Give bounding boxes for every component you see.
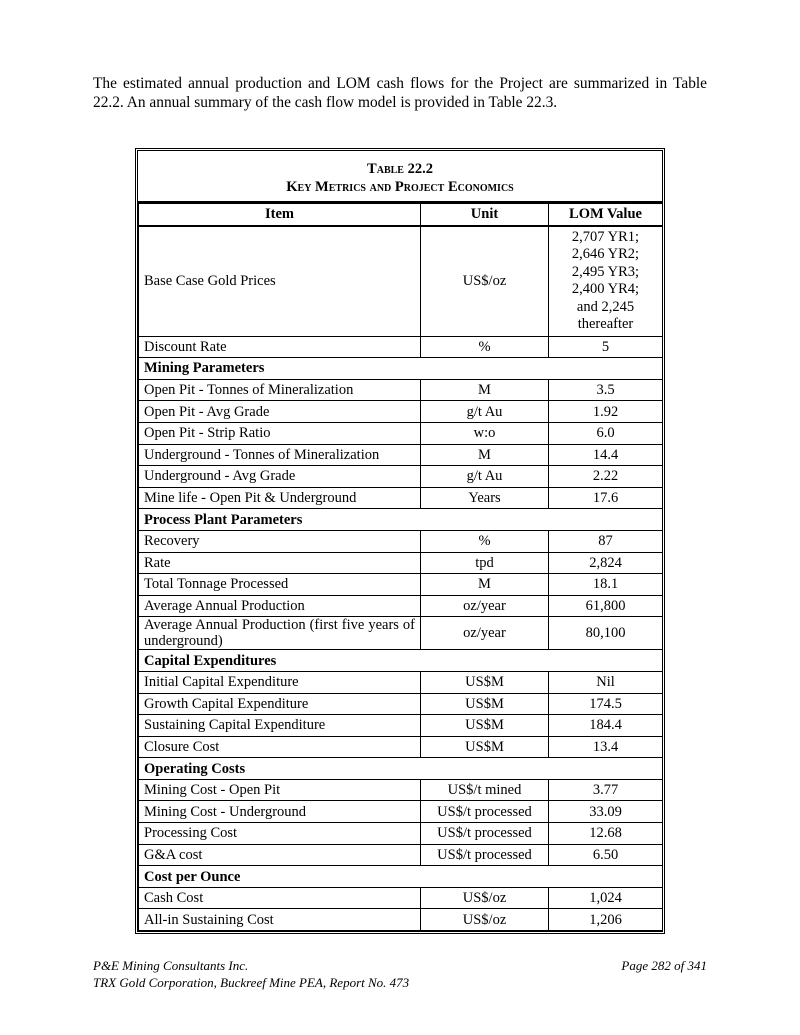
cell-lom-value: 3.77 — [549, 779, 663, 801]
table-row — [139, 336, 663, 358]
cell-unit: M — [421, 574, 549, 596]
cell-item: Closure Cost — [139, 736, 421, 758]
table-row — [139, 422, 663, 444]
table-row — [139, 530, 663, 552]
section-row — [139, 358, 663, 380]
cell-item: Underground - Avg Grade — [139, 466, 421, 488]
header-lom-value: LOM Value — [549, 204, 663, 226]
cell-lom-value: 174.5 — [549, 693, 663, 715]
metrics-table — [138, 203, 663, 931]
cell-unit: oz/year — [421, 595, 549, 617]
footer-report: TRX Gold Corporation, Buckreef Mine PEA, Report No. 473 — [93, 974, 410, 990]
cell-unit: oz/year — [421, 617, 549, 650]
cell-lom-value: 17.6 — [549, 487, 663, 509]
footer-left — [93, 958, 409, 991]
cell-lom-value: 2,824 — [549, 552, 663, 574]
cell-lom-value: 33.09 — [549, 801, 663, 823]
table-row — [139, 617, 663, 650]
section-label: Cost per Ounce — [139, 866, 663, 888]
cell-unit: g/t Au — [421, 466, 549, 488]
footer-company: P&E Mining Consultants Inc. — [93, 958, 249, 973]
cell-lom-value: 18.1 — [549, 574, 663, 596]
cell-lom-value: 184.4 — [549, 715, 663, 737]
cell-unit: US$/t processed — [421, 844, 549, 866]
cell-unit: M — [421, 379, 549, 401]
table-row — [139, 226, 663, 337]
cell-item: Open Pit - Avg Grade — [139, 401, 421, 423]
table-row — [139, 823, 663, 845]
cell-item: Processing Cost — [139, 823, 421, 845]
cell-lom-value: 87 — [549, 530, 663, 552]
table-header-row — [139, 204, 663, 226]
table-row — [139, 595, 663, 617]
cell-lom-value: 2.22 — [549, 466, 663, 488]
section-row — [139, 758, 663, 780]
table-row — [139, 671, 663, 693]
cell-lom-value: 12.68 — [549, 823, 663, 845]
table-row — [139, 715, 663, 737]
table-row — [139, 779, 663, 801]
cell-item: Growth Capital Expenditure — [139, 693, 421, 715]
cell-lom-value: 5 — [549, 336, 663, 358]
intro-paragraph: The estimated annual production and LOM cash flows for the Project are summarized in Table 22.2. An annual summary of the cash flow model is provided in Table 22.3. — [93, 75, 707, 111]
table-row — [139, 801, 663, 823]
cell-lom-value: Nil — [549, 671, 663, 693]
cell-unit: M — [421, 444, 549, 466]
cell-item: Rate — [139, 552, 421, 574]
cell-item: Cash Cost — [139, 887, 421, 909]
cell-unit: US$/oz — [421, 909, 549, 931]
cell-unit: US$/t processed — [421, 801, 549, 823]
cell-item: Average Annual Production (first five years of underground) — [139, 617, 421, 650]
cell-unit: US$M — [421, 715, 549, 737]
header-unit: Unit — [421, 204, 549, 226]
section-row — [139, 866, 663, 888]
cell-lom-value: 6.0 — [549, 422, 663, 444]
table-row — [139, 379, 663, 401]
cell-lom-value: 3.5 — [549, 379, 663, 401]
cell-item: Total Tonnage Processed — [139, 574, 421, 596]
cell-lom-value: 80,100 — [549, 617, 663, 650]
cell-unit: w:o — [421, 422, 549, 444]
cell-unit: US$M — [421, 693, 549, 715]
table-title — [138, 151, 662, 203]
cell-unit: US$/oz — [421, 887, 549, 909]
cell-unit: g/t Au — [421, 401, 549, 423]
cell-lom-value: 13.4 — [549, 736, 663, 758]
cell-item: Open Pit - Strip Ratio — [139, 422, 421, 444]
cell-item: Mining Cost - Open Pit — [139, 779, 421, 801]
cell-unit: Years — [421, 487, 549, 509]
cell-item: Discount Rate — [139, 336, 421, 358]
cell-item: Mining Cost - Underground — [139, 801, 421, 823]
table-row — [139, 693, 663, 715]
cell-item: Mine life - Open Pit & Underground — [139, 487, 421, 509]
table-row — [139, 574, 663, 596]
cell-lom-value: 1,024 — [549, 887, 663, 909]
section-row — [139, 650, 663, 672]
table-row — [139, 909, 663, 931]
cell-item: G&A cost — [139, 844, 421, 866]
cell-item: Base Case Gold Prices — [139, 226, 421, 337]
table-row — [139, 444, 663, 466]
cell-lom-value: 61,800 — [549, 595, 663, 617]
key-metrics-table — [135, 148, 665, 934]
table-row — [139, 736, 663, 758]
cell-lom-value: 2,707 YR1; 2,646 YR2; 2,495 YR3; 2,400 YR4; and 2,245 thereafter — [549, 226, 663, 337]
table-body — [139, 226, 663, 931]
table-row — [139, 887, 663, 909]
cell-lom-value: 14.4 — [549, 444, 663, 466]
table-row — [139, 844, 663, 866]
table-row — [139, 401, 663, 423]
table-title-line1: Table 22.2 — [367, 161, 433, 177]
section-label: Process Plant Parameters — [139, 509, 663, 531]
cell-unit: US$M — [421, 671, 549, 693]
cell-item: All-in Sustaining Cost — [139, 909, 421, 931]
cell-unit: % — [421, 336, 549, 358]
cell-unit: US$/t mined — [421, 779, 549, 801]
cell-item: Recovery — [139, 530, 421, 552]
section-label: Mining Parameters — [139, 358, 663, 380]
table-title-line2: Key Metrics and Project Economics — [286, 179, 514, 195]
cell-item: Sustaining Capital Expenditure — [139, 715, 421, 737]
cell-lom-value: 6.50 — [549, 844, 663, 866]
section-label: Capital Expenditures — [139, 650, 663, 672]
cell-item: Underground - Tonnes of Mineralization — [139, 444, 421, 466]
cell-lom-value: 1,206 — [549, 909, 663, 931]
cell-item: Open Pit - Tonnes of Mineralization — [139, 379, 421, 401]
cell-unit: US$/t processed — [421, 823, 549, 845]
cell-unit: US$/oz — [421, 226, 549, 337]
cell-item: Average Annual Production — [139, 595, 421, 617]
footer-page-number: Page 282 of 341 — [621, 958, 707, 973]
table-row — [139, 466, 663, 488]
cell-unit: tpd — [421, 552, 549, 574]
section-row — [139, 509, 663, 531]
cell-unit: US$M — [421, 736, 549, 758]
section-label: Operating Costs — [139, 758, 663, 780]
cell-item: Initial Capital Expenditure — [139, 671, 421, 693]
header-item: Item — [139, 204, 421, 226]
cell-unit: % — [421, 530, 549, 552]
table-row — [139, 552, 663, 574]
table-row — [139, 487, 663, 509]
cell-lom-value: 1.92 — [549, 401, 663, 423]
